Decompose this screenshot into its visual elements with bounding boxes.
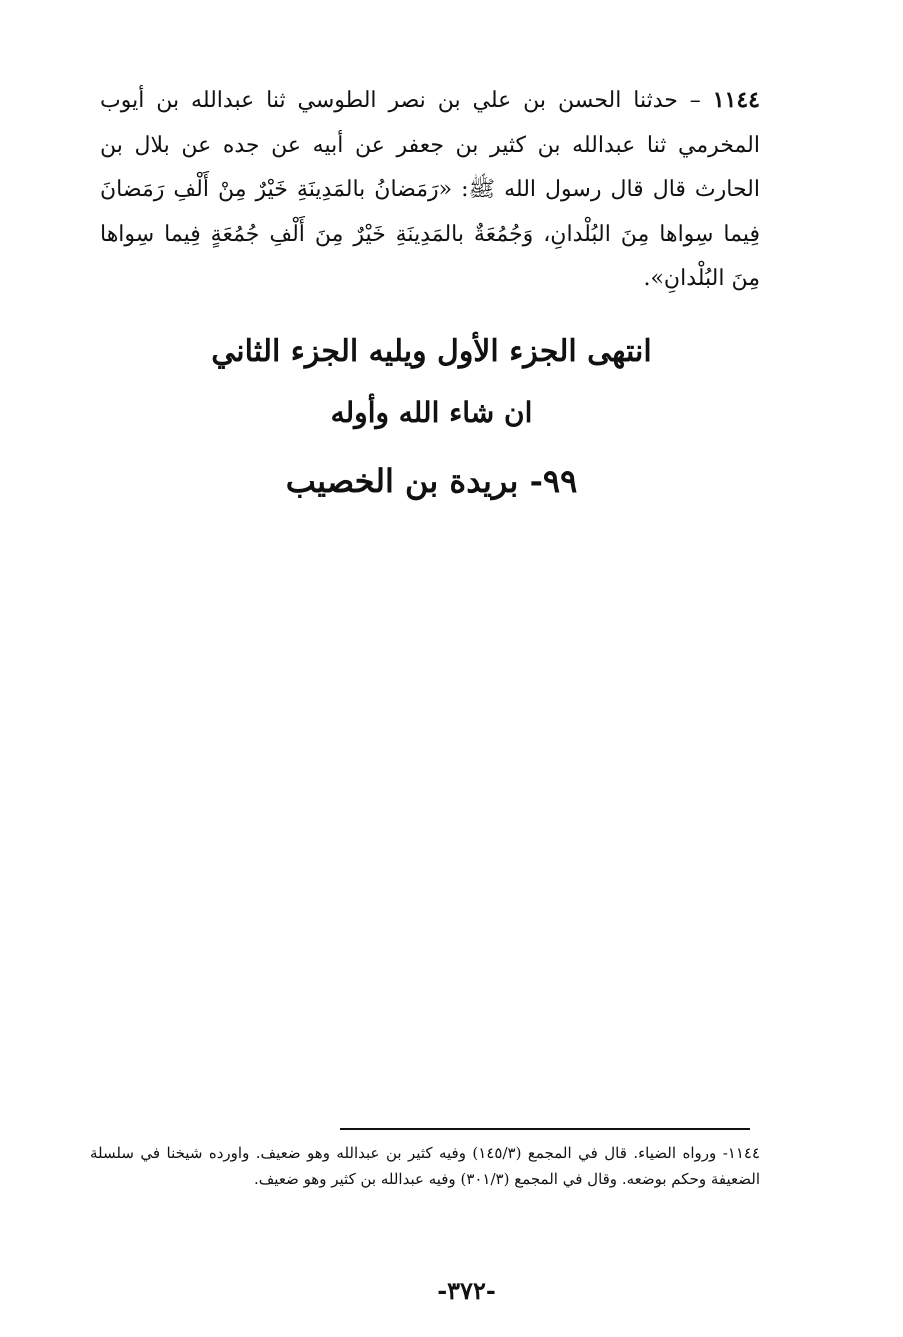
hadith-paragraph xyxy=(100,78,760,302)
footnote-divider xyxy=(340,1128,750,1130)
page-number: -٣٧٢- xyxy=(437,1276,496,1305)
hadith-text: – حدثنا الحسن بن علي بن نصر الطوسي ثنا عبدالله بن أيوب المخرمي ثنا عبدالله بن كثير بن جعفر عن أبيه عن جده عن بلال بن الحارث قال قال رسول الله ﷺ: «رَمَضانُ بالمَدِينَةِ خَيْرٌ مِنْ أَلْفِ رَمَضانَ فِيما سِواها مِنَ البُلْدانِ، وَجُمُعَةٌ بالمَدِينَةِ خَيْرٌ مِنَ أَلْفِ جُمُعَةٍ فِيما سِواها مِنَ البُلْدانِ». xyxy=(100,88,760,291)
end-of-part-heading: انتهى الجزء الأول ويليه الجزء الثاني xyxy=(211,334,652,369)
next-chapter-title: ٩٩- بريدة بن الخصيب xyxy=(285,462,578,500)
continuation-note: ان شاء الله وأوله xyxy=(330,396,533,429)
hadith-number: ١١٤٤ xyxy=(712,87,760,113)
footnote: ١١٤٤- ورواه الضياء. قال في المجمع (١٤٥/٣) وفيه كثير بن عبدالله وهو ضعيف. واورده شيخنا في سلسلة الضعيفة وحكم بوضعه. وقال في المجمع (٣٠١/٣) وفيه عبدالله بن كثير وهو ضعيف. xyxy=(90,1144,761,1188)
